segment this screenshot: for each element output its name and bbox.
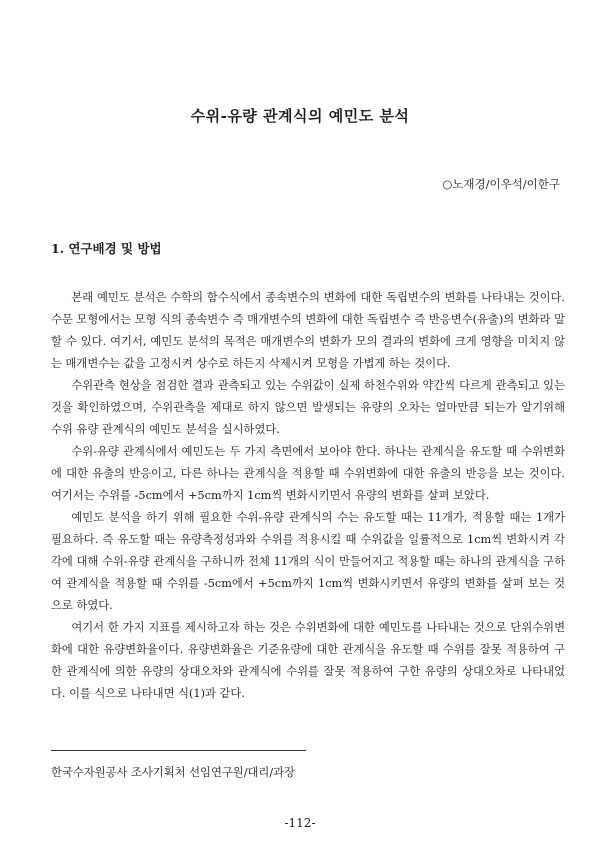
- paragraph-4: 예민도 분석을 하기 위해 필요한 수위-유량 관계식의 수는 유도할 때는 11개가, 적용할 때는 1개가 필요하다. 즉 유도할 때는 유량측정성과와 수위를 적용시킬 때 수위값을 일률적으로 1cm씩 변화시켜 각각에 대해 수위-유량 관계식을 구하니까 전체 11개의 식이 만들어지고 적용할 때는 하나의 관계식을 구하여 관계식을 적용할 때 수위를 -5cm에서 +5cm까지 1cm씩 변화시키면서 유량의 변화를 살펴 보는 것으로 하였다.: [51, 511, 565, 612]
- footnote: 한국수자원공사 조사기획처 선임연구원/대리/과장: [51, 766, 295, 779]
- paragraph-3: 수위-유량 관계식에서 예민도는 두 가지 측면에서 보아야 한다. 하나는 관계식을 유도할 때 수위변화에 대한 유출의 반응이고, 다른 하나는 관계식을 적용할 때 수위변화에 대한 유출의 반응을 보는 것이다. 여기서는 수위를 -5cm에서 +5cm까지 1cm씩 변화시키면서 유량의 변화를 살펴 보았다.: [51, 445, 565, 502]
- section-heading: 1. 연구배경 및 방법: [51, 241, 162, 256]
- page-number: -112-: [284, 816, 316, 830]
- paper-title: 수위-유량 관계식의 예민도 분석: [190, 107, 410, 125]
- paragraph-1: 본래 예민도 분석은 수학의 함수식에서 종속변수의 변화에 대한 독립변수의 변화를 나타내는 것이다. 수문 모형에서는 모형 식의 종속변수 즉 매개변수의 변화에 대한 독립변수 즉 반응변수(유출)의 변화라 말할 수 있다. 여기서, 예민도 분석의 목적은 매개변수의 변화가 모의 결과의 변화에 크게 영향을 미치지 않는 매개변수는 값을 고정시켜 상수로 하든지 삭제시켜 모형을 가볍게 하는 것이다.: [51, 291, 565, 370]
- body-text: [51, 287, 565, 705]
- author-list: ○노재경/이우석/이한구: [442, 177, 560, 191]
- paragraph-5: 여기서 한 가지 지표를 제시하고자 하는 것은 수위변화에 대한 예민도를 나타내는 것으로 단위수위변화에 대한 유량변화율이다. 유량변화율은 기준유량에 대한 관계식을 유도할 때 수위를 잘못 적용하여 구한 관계식에 의한 유량의 상대오차와 관계식에 수위를 잘못 적용하여 구한 유량의 상대오차로 나타내었다. 이를 식으로 나타내면 식(1)과 같다.: [51, 621, 565, 700]
- paragraph-2: 수위관측 현상을 점검한 결과 관측되고 있는 수위값이 실제 하천수위와 약간씩 다르게 관측되고 있는 것을 확인하였으며, 수위관측을 제대로 하지 않으면 발생되는 유량의 오차는 얼마만큼 되는가 알기위해 수위 유량 관계식의 예민도 분석을 실시하였다.: [51, 379, 565, 436]
- footnote-divider: [51, 750, 306, 751]
